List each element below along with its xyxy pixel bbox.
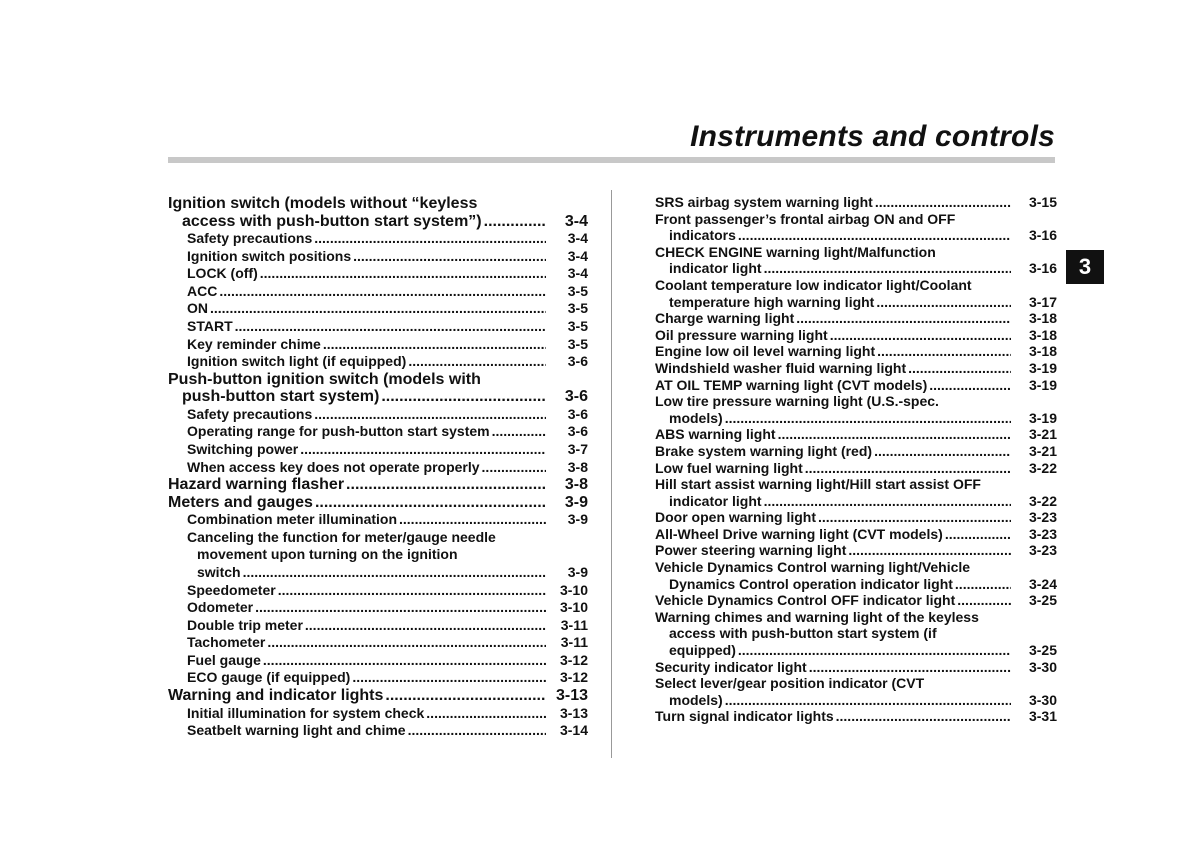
toc-entry-text: Ignition switch light (if equipped) bbox=[187, 353, 407, 370]
toc-entry[interactable] bbox=[655, 310, 1057, 327]
toc-entry-text: Safety precautions bbox=[187, 405, 313, 422]
toc-page-number: 3-9 bbox=[567, 563, 588, 580]
toc-entry-text: temperature high warning light bbox=[669, 293, 875, 310]
dot-leader bbox=[300, 441, 546, 459]
page-title: Instruments and controls bbox=[690, 120, 1055, 153]
toc-entry-text: movement upon turning on the ignition bbox=[197, 546, 458, 563]
toc-right-column bbox=[655, 194, 1057, 725]
dot-leader bbox=[778, 426, 1011, 443]
chapter-tab: 3 bbox=[1066, 250, 1104, 284]
toc-entry[interactable] bbox=[655, 360, 1057, 377]
dot-leader bbox=[314, 230, 546, 248]
header-rule bbox=[168, 157, 1055, 163]
toc-entry-text: Double trip meter bbox=[187, 616, 303, 633]
toc-entry-text: models) bbox=[669, 409, 723, 426]
dot-leader bbox=[235, 318, 546, 336]
toc-entry[interactable] bbox=[168, 265, 588, 283]
toc-entry-text: Coolant temperature low indicator light/Coolant bbox=[655, 276, 972, 293]
toc-entry[interactable] bbox=[655, 526, 1057, 543]
toc-entry-text: Operating range for push-button start system bbox=[187, 423, 490, 440]
toc-entry-text: ON bbox=[187, 300, 208, 317]
toc-entry-text: Hazard warning flasher bbox=[168, 476, 345, 494]
toc-entry[interactable] bbox=[655, 393, 1057, 426]
dot-leader bbox=[426, 705, 546, 723]
toc-entry-text: Oil pressure warning light bbox=[655, 326, 828, 343]
toc-entry-text: indicator light bbox=[669, 260, 762, 277]
toc-entry[interactable] bbox=[168, 423, 588, 441]
toc-entry[interactable] bbox=[168, 582, 588, 600]
toc-page-number: 3-8 bbox=[567, 458, 588, 475]
toc-page-number: 3-4 bbox=[564, 212, 588, 230]
dot-leader bbox=[809, 659, 1011, 676]
toc-entry[interactable] bbox=[168, 494, 588, 512]
toc-page-number: 3-16 bbox=[1028, 260, 1057, 277]
dot-leader bbox=[278, 582, 546, 600]
toc-page-number: 3-24 bbox=[1028, 575, 1057, 592]
toc-page-number: 3-9 bbox=[564, 493, 588, 511]
toc-entry-text: ECO gauge (if equipped) bbox=[187, 669, 351, 686]
toc-entry-text: Low tire pressure warning light (U.S.-spec. bbox=[655, 393, 939, 410]
toc-entry[interactable] bbox=[168, 248, 588, 266]
toc-page-number: 3-21 bbox=[1028, 442, 1057, 459]
toc-entry-text: switch bbox=[197, 563, 241, 580]
toc-entry-text: Warning and indicator lights bbox=[168, 687, 384, 705]
toc-entry[interactable] bbox=[168, 459, 588, 477]
toc-entry-text: Odometer bbox=[187, 599, 254, 616]
toc-page-number: 3-14 bbox=[559, 722, 588, 739]
toc-entry-text: Tachometer bbox=[187, 634, 266, 651]
toc-left-column bbox=[168, 195, 588, 740]
toc-entry-text: Switching power bbox=[187, 440, 299, 457]
toc-page-number: 3-23 bbox=[1028, 509, 1057, 526]
toc-page-number: 3-4 bbox=[567, 265, 588, 282]
toc-page-number: 3-25 bbox=[1028, 592, 1057, 609]
toc-page-number: 3-10 bbox=[559, 581, 588, 598]
toc-entry-text: Brake system warning light (red) bbox=[655, 442, 873, 459]
toc-entry[interactable] bbox=[655, 377, 1057, 394]
dot-leader bbox=[353, 248, 546, 266]
toc-entry-text: equipped) bbox=[669, 642, 736, 659]
dot-leader bbox=[263, 652, 546, 670]
toc-page-number: 3-6 bbox=[567, 353, 588, 370]
toc-entry-text: Push-button ignition switch (models with bbox=[168, 370, 481, 388]
toc-entry[interactable] bbox=[168, 476, 588, 494]
toc-page-number: 3-19 bbox=[1028, 409, 1057, 426]
toc-entry[interactable] bbox=[168, 705, 588, 723]
toc-entry-text: All-Wheel Drive warning light (CVT models) bbox=[655, 525, 943, 542]
dot-leader bbox=[219, 283, 546, 301]
toc-page-number: 3-5 bbox=[567, 335, 588, 352]
toc-page-number: 3-11 bbox=[560, 634, 588, 651]
dot-leader bbox=[482, 459, 546, 477]
toc-entry-text: Hill start assist warning light/Hill start assist OFF bbox=[655, 476, 981, 493]
toc-entry[interactable] bbox=[168, 406, 588, 424]
toc-page-number: 3-17 bbox=[1028, 293, 1057, 310]
dot-leader bbox=[255, 599, 546, 617]
dot-leader bbox=[836, 708, 1011, 725]
toc-entry-text: When access key does not operate properly bbox=[187, 458, 480, 475]
toc-page-number: 3-9 bbox=[567, 511, 588, 528]
toc-entry-text: Vehicle Dynamics Control OFF indicator light bbox=[655, 592, 956, 609]
toc-page-number: 3-8 bbox=[564, 476, 588, 494]
toc-entry-text: Dynamics Control operation indicator light bbox=[669, 575, 953, 592]
toc-entry[interactable] bbox=[168, 529, 588, 582]
toc-entry[interactable] bbox=[655, 426, 1057, 443]
toc-entry-text: Seatbelt warning light and chime bbox=[187, 722, 406, 739]
toc-page-number: 3-21 bbox=[1028, 426, 1057, 443]
toc-entry[interactable] bbox=[655, 343, 1057, 360]
toc-entry-text: Initial illumination for system check bbox=[187, 704, 425, 721]
toc-page-number: 3-19 bbox=[1028, 376, 1057, 393]
toc-entry-text: ACC bbox=[187, 282, 218, 299]
toc-page-number: 3-16 bbox=[1028, 227, 1057, 244]
dot-leader bbox=[352, 669, 546, 687]
dot-leader bbox=[314, 406, 546, 424]
dot-leader bbox=[243, 564, 546, 582]
dot-leader bbox=[805, 460, 1011, 477]
toc-entry[interactable] bbox=[168, 353, 588, 371]
toc-entry[interactable] bbox=[168, 669, 588, 687]
dot-leader bbox=[876, 294, 1011, 311]
dot-leader bbox=[848, 542, 1011, 559]
toc-entry-text: Select lever/gear position indicator (CVT bbox=[655, 675, 925, 692]
toc-page-number: 3-5 bbox=[567, 282, 588, 299]
toc-entry[interactable] bbox=[168, 599, 588, 617]
dot-leader bbox=[818, 509, 1011, 526]
toc-page-number: 3-11 bbox=[560, 616, 588, 633]
toc-entry-text: START bbox=[187, 317, 233, 334]
dot-leader bbox=[305, 617, 546, 635]
toc-entry-text: AT OIL TEMP warning light (CVT models) bbox=[655, 376, 928, 393]
dot-leader bbox=[929, 377, 1011, 394]
toc-entry-text: CHECK ENGINE warning light/Malfunction bbox=[655, 243, 936, 260]
dot-leader bbox=[381, 388, 546, 406]
toc-entry[interactable] bbox=[168, 722, 588, 740]
toc-page-number: 3-18 bbox=[1028, 326, 1057, 343]
toc-entry[interactable] bbox=[168, 318, 588, 336]
toc-entry[interactable] bbox=[168, 441, 588, 459]
toc-entry[interactable] bbox=[655, 460, 1057, 477]
toc-entry[interactable] bbox=[655, 609, 1057, 659]
toc-entry-text: Power steering warning light bbox=[655, 542, 847, 559]
toc-page-number: 3-23 bbox=[1028, 525, 1057, 542]
toc-page-number: 3-13 bbox=[555, 687, 588, 705]
toc-entry-text: Engine low oil level warning light bbox=[655, 343, 876, 360]
toc-page-number: 3-6 bbox=[567, 423, 588, 440]
dot-leader bbox=[399, 511, 546, 529]
toc-entry-text: access with push-button start system”) bbox=[182, 212, 482, 230]
toc-page-number: 3-30 bbox=[1028, 691, 1057, 708]
toc-page-number: 3-30 bbox=[1028, 658, 1057, 675]
dot-leader bbox=[957, 592, 1011, 609]
toc-page-number: 3-15 bbox=[1028, 194, 1057, 210]
toc-entry[interactable] bbox=[655, 659, 1057, 676]
dot-leader bbox=[492, 423, 546, 441]
toc-entry[interactable] bbox=[655, 327, 1057, 344]
toc-entry-text: models) bbox=[669, 691, 723, 708]
dot-leader bbox=[267, 634, 546, 652]
toc-entry-text: Front passenger’s frontal airbag ON and OFF bbox=[655, 210, 956, 227]
toc-page-number: 3-10 bbox=[559, 599, 588, 616]
toc-entry[interactable] bbox=[168, 687, 588, 705]
dot-leader bbox=[830, 327, 1011, 344]
toc-entry[interactable] bbox=[655, 443, 1057, 460]
toc-page-number: 3-4 bbox=[567, 247, 588, 264]
toc-entry-text: Fuel gauge bbox=[187, 651, 261, 668]
toc-entry-text: Combination meter illumination bbox=[187, 511, 398, 528]
toc-entry-text: Speedometer bbox=[187, 581, 276, 598]
dot-leader bbox=[725, 692, 1011, 709]
toc-page-number: 3-18 bbox=[1028, 310, 1057, 327]
dot-leader bbox=[346, 476, 546, 494]
toc-entry-text: access with push-button start system (if bbox=[669, 625, 937, 642]
toc-page-number: 3-22 bbox=[1028, 459, 1057, 476]
dot-leader bbox=[315, 494, 546, 512]
toc-entry-text: SRS airbag system warning light bbox=[655, 194, 873, 210]
toc-entry[interactable] bbox=[655, 675, 1057, 708]
toc-entry-text: ABS warning light bbox=[655, 426, 776, 443]
toc-page-number: 3-4 bbox=[567, 230, 588, 246]
toc-page-number: 3-31 bbox=[1028, 708, 1057, 725]
toc-page-number: 3-6 bbox=[564, 388, 588, 406]
dot-leader bbox=[764, 493, 1011, 510]
toc-entry-text: Ignition switch positions bbox=[187, 247, 352, 264]
toc-entry-text: Safety precautions bbox=[187, 230, 313, 246]
toc-entry-text: Turn signal indicator lights bbox=[655, 708, 834, 725]
toc-page-number: 3-13 bbox=[559, 704, 588, 721]
toc-page-number: 3-5 bbox=[567, 300, 588, 317]
toc-entry[interactable] bbox=[655, 509, 1057, 526]
toc-page-number: 3-5 bbox=[567, 317, 588, 334]
toc-entry[interactable] bbox=[168, 283, 588, 301]
toc-entry[interactable] bbox=[655, 476, 1057, 509]
dot-leader bbox=[408, 722, 546, 740]
toc-page-number: 3-25 bbox=[1028, 642, 1057, 659]
toc-entry-text: indicator light bbox=[669, 492, 762, 509]
toc-entry[interactable] bbox=[168, 511, 588, 529]
dot-leader bbox=[738, 227, 1011, 244]
toc-entry-text: Meters and gauges bbox=[168, 493, 313, 511]
toc-entry[interactable] bbox=[655, 277, 1057, 310]
toc-entry-text: Warning chimes and warning light of the keyless bbox=[655, 608, 979, 625]
toc-entry[interactable] bbox=[655, 592, 1057, 609]
dot-leader bbox=[764, 260, 1011, 277]
dot-leader bbox=[408, 353, 546, 371]
toc-entry[interactable] bbox=[655, 194, 1057, 211]
dot-leader bbox=[945, 526, 1011, 543]
toc-entry[interactable] bbox=[655, 211, 1057, 244]
toc-entry-text: Key reminder chime bbox=[187, 335, 321, 352]
dot-leader bbox=[385, 687, 546, 705]
dot-leader bbox=[323, 336, 546, 354]
toc-page-number: 3-7 bbox=[567, 440, 588, 457]
toc-entry[interactable] bbox=[655, 244, 1057, 277]
toc-entry-text: indicators bbox=[669, 227, 736, 244]
toc-entry[interactable] bbox=[655, 559, 1057, 592]
toc-entry-text: Low fuel warning light bbox=[655, 459, 803, 476]
dot-leader bbox=[796, 310, 1011, 327]
toc-page-number: 3-6 bbox=[567, 405, 588, 422]
toc-entry[interactable] bbox=[168, 617, 588, 635]
dot-leader bbox=[908, 360, 1011, 377]
toc-entry-text: Door open warning light bbox=[655, 509, 816, 526]
dot-leader bbox=[955, 576, 1011, 593]
toc-entry[interactable] bbox=[168, 336, 588, 354]
dot-leader bbox=[210, 300, 546, 318]
toc-entry[interactable] bbox=[168, 300, 588, 318]
toc-entry-text: Vehicle Dynamics Control warning light/Vehicle bbox=[655, 559, 971, 576]
toc-entry-text: push-button start system) bbox=[182, 388, 380, 406]
toc-page-number: 3-23 bbox=[1028, 542, 1057, 559]
toc-entry-text: Security indicator light bbox=[655, 658, 807, 675]
column-divider bbox=[611, 190, 612, 758]
toc-entry[interactable] bbox=[168, 634, 588, 652]
dot-leader bbox=[725, 410, 1011, 427]
toc-page-number: 3-19 bbox=[1028, 359, 1057, 376]
toc-entry-text: Ignition switch (models without “keyless bbox=[168, 195, 478, 212]
toc-page-number: 3-12 bbox=[559, 669, 588, 686]
toc-entry-text: Charge warning light bbox=[655, 310, 795, 327]
toc-entry[interactable] bbox=[168, 230, 588, 248]
toc-entry-text: LOCK (off) bbox=[187, 265, 258, 282]
toc-entry-text: Canceling the function for meter/gauge needle bbox=[187, 528, 496, 545]
toc-page-number: 3-18 bbox=[1028, 343, 1057, 360]
toc-entry[interactable] bbox=[655, 708, 1057, 725]
dot-leader bbox=[875, 194, 1011, 211]
dot-leader bbox=[738, 642, 1011, 659]
dot-leader bbox=[877, 343, 1011, 360]
dot-leader bbox=[874, 443, 1011, 460]
toc-entry[interactable] bbox=[168, 371, 588, 406]
dot-leader bbox=[484, 213, 546, 231]
toc-page-number: 3-22 bbox=[1028, 492, 1057, 509]
toc-page-number: 3-12 bbox=[559, 651, 588, 668]
toc-entry-text: Windshield washer fluid warning light bbox=[655, 359, 907, 376]
toc-entry[interactable] bbox=[168, 652, 588, 670]
toc-entry[interactable] bbox=[168, 195, 588, 230]
toc-entry[interactable] bbox=[655, 542, 1057, 559]
dot-leader bbox=[260, 265, 546, 283]
